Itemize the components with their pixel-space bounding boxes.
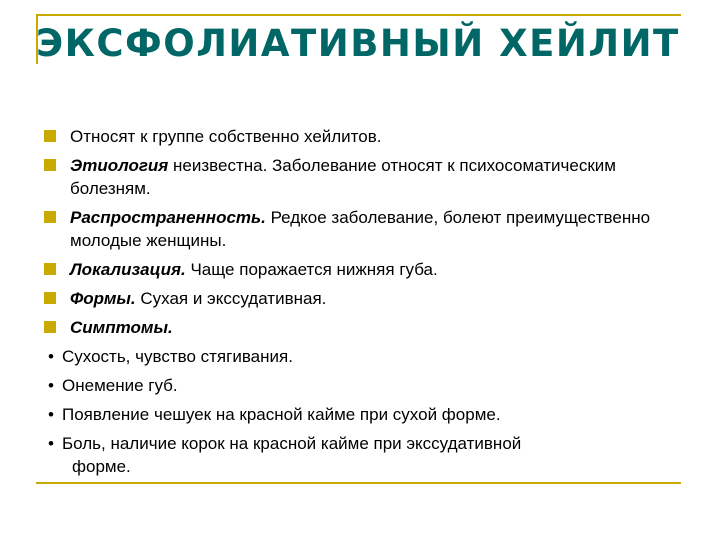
symptom-item — [44, 432, 664, 478]
item-text: Редкое заболевание, болеют преимущественно молодые женщины. — [70, 208, 651, 250]
top-rule — [36, 14, 681, 16]
dot-bullet-icon: • — [48, 376, 54, 395]
list-item — [44, 125, 664, 148]
item-label: Симптомы. — [70, 318, 173, 337]
symptom-item — [44, 403, 664, 426]
symptom-item — [44, 374, 664, 397]
square-bullet-icon — [44, 321, 56, 333]
item-text: Чаще поражается нижняя губа. — [185, 260, 438, 279]
item-text: Сухая и экссудативная. — [135, 289, 327, 308]
list-item — [44, 287, 664, 310]
square-bullet-icon — [44, 292, 56, 304]
item-text: Относят к группе собственно хейлитов. — [70, 127, 382, 146]
square-bullet-icon — [44, 211, 56, 223]
item-label: Распространенность. — [70, 208, 266, 227]
list-item — [44, 258, 664, 281]
symptom-text-continuation: форме. — [72, 457, 131, 476]
slide-title: ЭКСФОЛИАТИВНЫЙ ХЕЙЛИТ — [36, 22, 680, 65]
symptom-item — [44, 345, 664, 368]
dot-bullet-icon: • — [48, 405, 54, 424]
dot-bullet-icon: • — [48, 347, 54, 366]
item-label: Этиология — [70, 156, 169, 175]
square-bullet-icon — [44, 263, 56, 275]
list-item — [44, 154, 664, 200]
symptom-text: Онемение губ. — [62, 376, 178, 395]
symptom-text: Появление чешуек на красной кайме при сухой форме. — [62, 405, 501, 424]
bullet-list — [44, 125, 664, 484]
item-text: неизвестна. Заболевание относят к психосоматическим болезням. — [70, 156, 616, 198]
dot-bullet-icon: • — [48, 434, 54, 453]
bottom-rule — [36, 482, 681, 484]
list-item — [44, 316, 664, 339]
square-bullet-icon — [44, 159, 56, 171]
list-item — [44, 206, 664, 252]
item-label: Формы. — [70, 289, 136, 308]
item-label: Локализация. — [70, 260, 186, 279]
symptom-text: Сухость, чувство стягивания. — [62, 347, 293, 366]
square-bullet-icon — [44, 130, 56, 142]
symptom-text: Боль, наличие корок на красной кайме при экссудативной — [62, 434, 522, 453]
